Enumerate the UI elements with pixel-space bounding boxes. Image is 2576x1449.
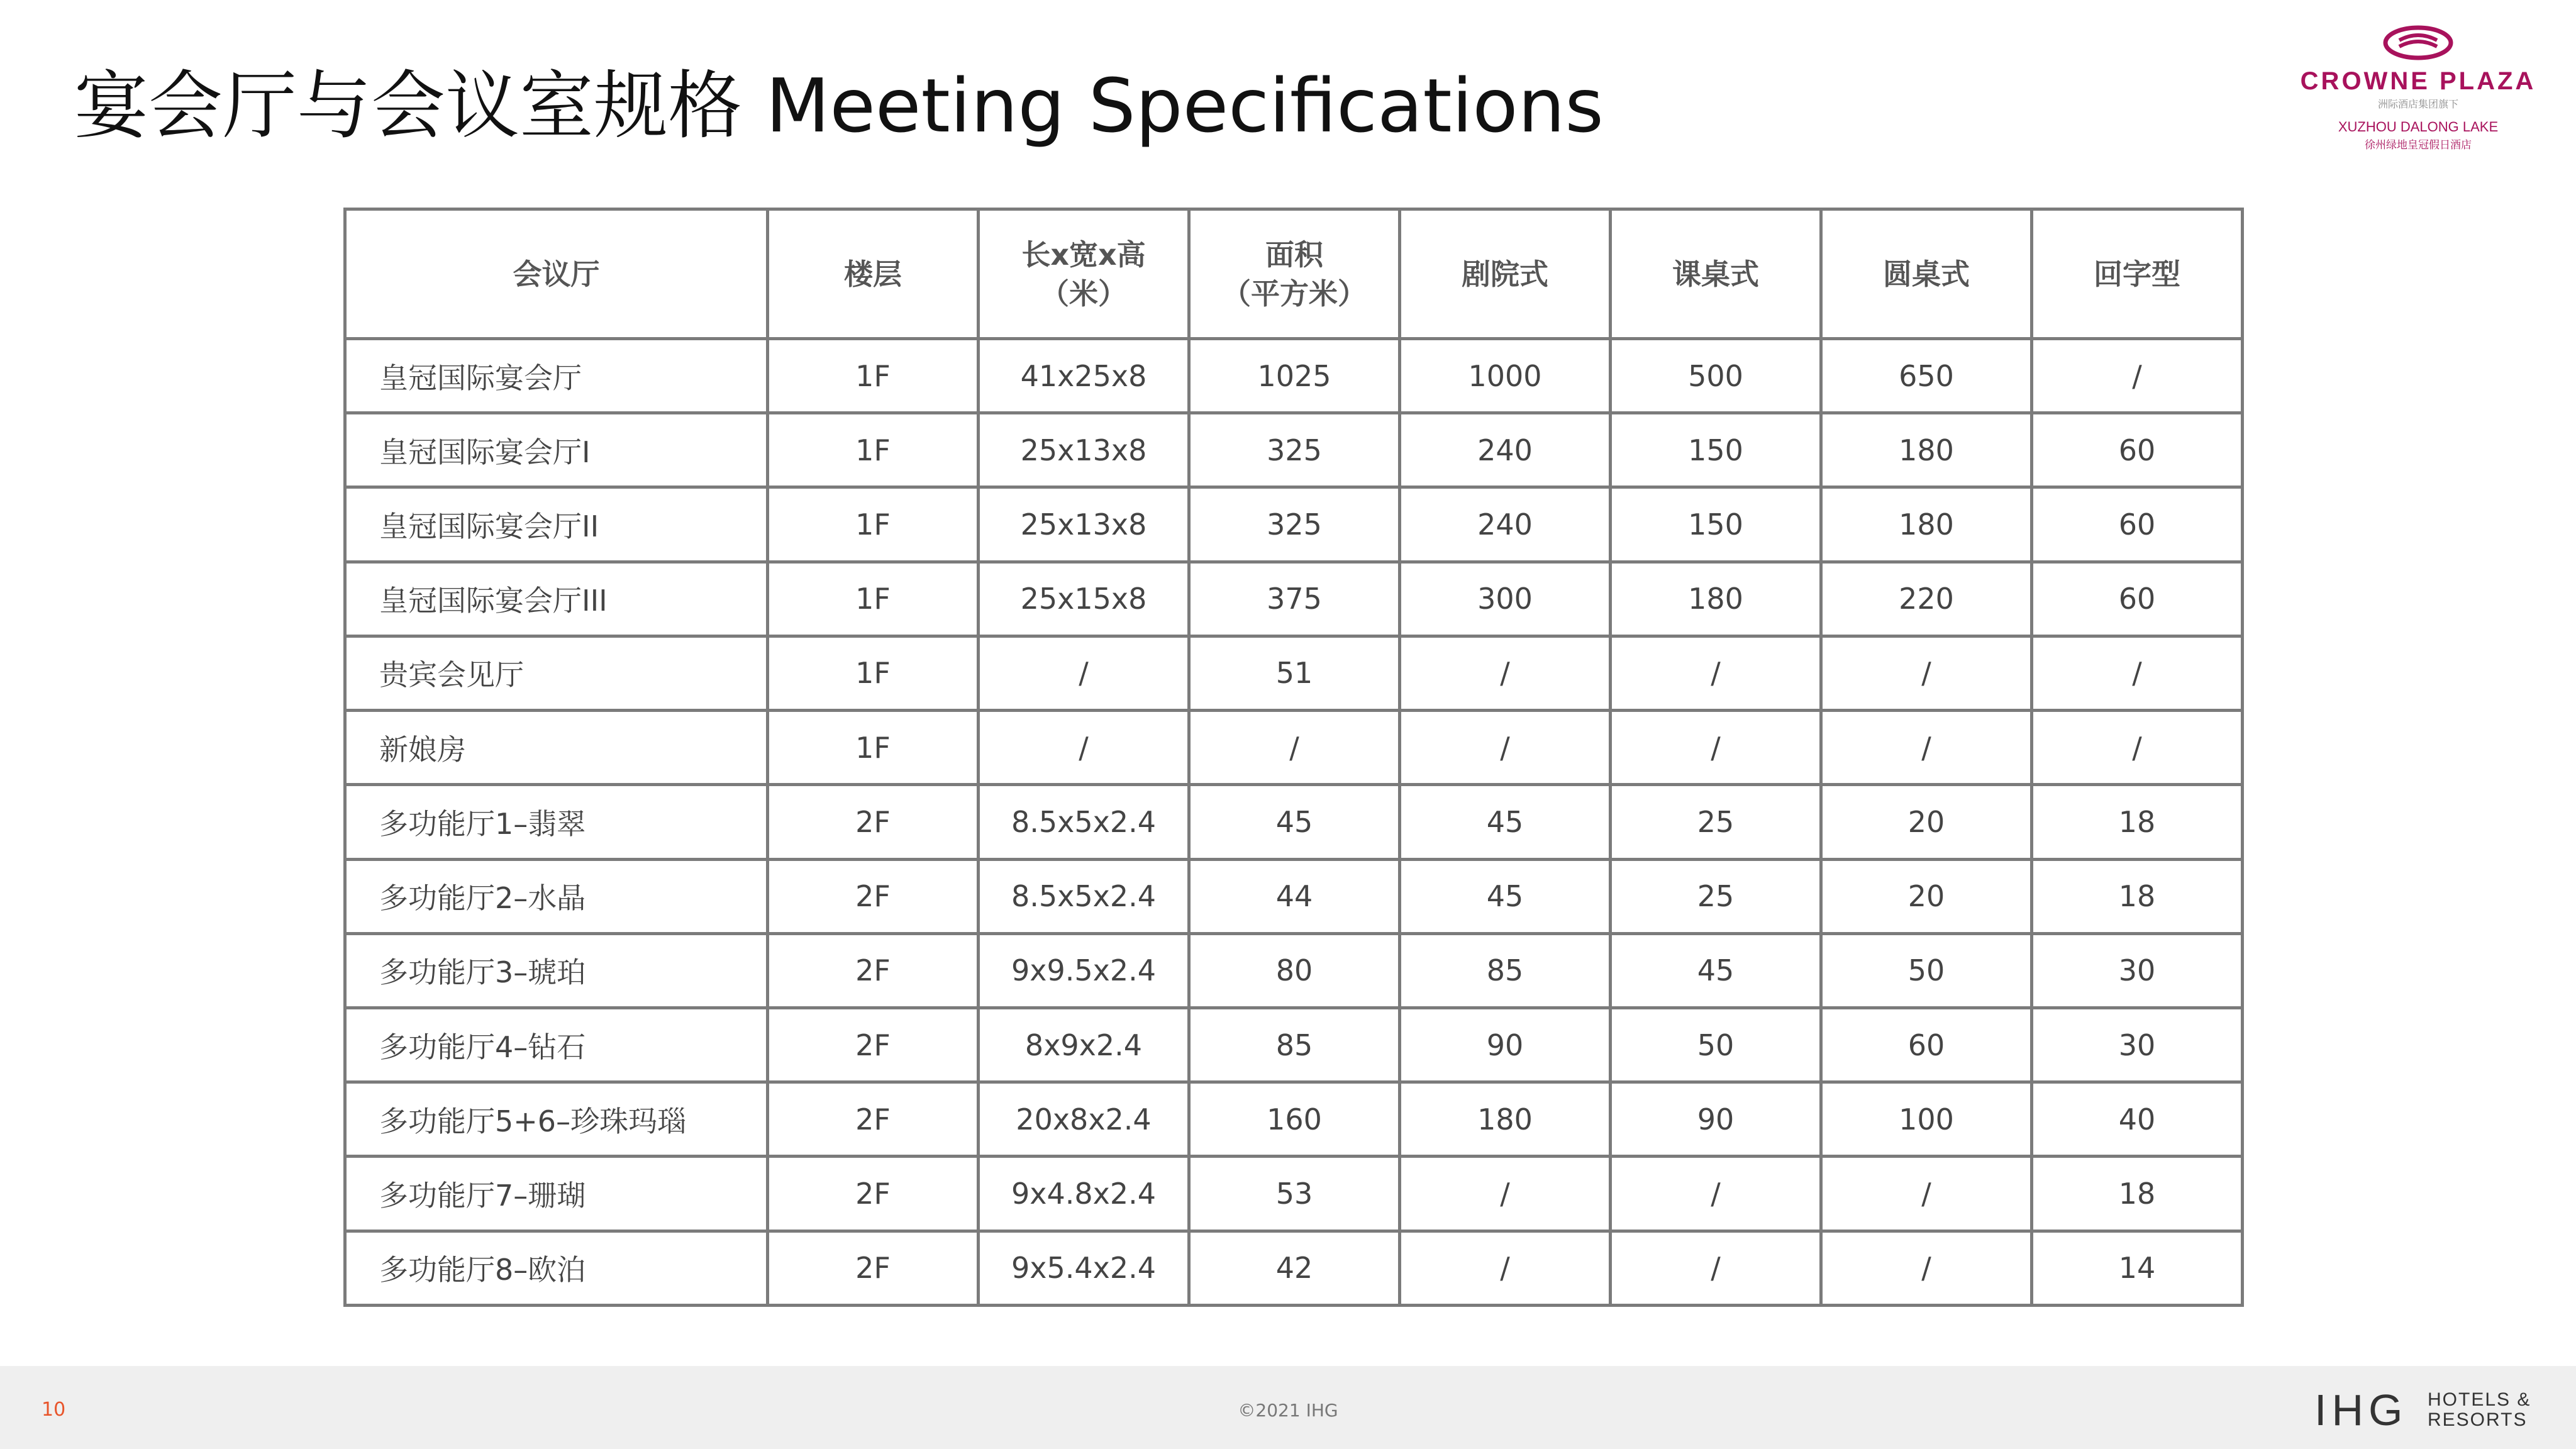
room-name-cell: 皇冠国际宴会厅II: [345, 487, 768, 562]
table-row: [345, 1157, 2243, 1231]
table-row: [345, 413, 2243, 487]
table-cell: 2F: [768, 1082, 979, 1157]
table-cell: /: [1611, 711, 1821, 785]
table-cell: 9x4.8x2.4: [979, 1157, 1189, 1231]
table-row: [345, 1008, 2243, 1082]
table-cell: 14: [2032, 1231, 2243, 1305]
table-cell: 30: [2032, 1008, 2243, 1082]
table-cell: 20: [1821, 785, 2032, 859]
table-cell: 90: [1400, 1008, 1611, 1082]
table-row: [345, 711, 2243, 785]
table-cell: 50: [1611, 1008, 1821, 1082]
location-cn: 徐州绿地皇冠假日酒店: [2365, 139, 2472, 151]
room-name-cell: 多功能厅7–珊瑚: [345, 1157, 768, 1231]
table-row: [345, 1231, 2243, 1305]
page-title: 宴会厅与会议室规格 Meeting Specifications: [74, 62, 1604, 149]
table-cell: 25x13x8: [979, 487, 1189, 562]
table-cell: /: [2032, 711, 2243, 785]
table-cell: /: [1611, 636, 1821, 710]
column-header: 面积 （平方米）: [1189, 209, 1400, 339]
table-cell: 160: [1189, 1082, 1400, 1157]
table-cell: 1F: [768, 636, 979, 710]
table-cell: 500: [1611, 339, 1821, 413]
table-cell: 25x15x8: [979, 562, 1189, 636]
table-cell: 20: [1821, 859, 2032, 933]
table-cell: 2F: [768, 933, 979, 1008]
table-cell: /: [1611, 1157, 1821, 1231]
table-cell: 2F: [768, 1008, 979, 1082]
room-name-cell: 多功能厅8–欧泊: [345, 1231, 768, 1305]
ihg-wordmark: IHG: [2314, 1385, 2408, 1435]
table-cell: 60: [2032, 562, 2243, 636]
table-cell: 20x8x2.4: [979, 1082, 1189, 1157]
table-cell: 300: [1400, 562, 1611, 636]
table-cell: 1F: [768, 711, 979, 785]
room-name-cell: 多功能厅3–琥珀: [345, 933, 768, 1008]
brand-subtitle: 洲际酒店集团旗下: [2377, 99, 2458, 110]
table-header-row: [345, 209, 2243, 339]
table-cell: /: [1821, 1231, 2032, 1305]
table-cell: /: [1400, 636, 1611, 710]
footer-bar: [0, 1366, 2576, 1449]
table-cell: 1025: [1189, 339, 1400, 413]
table-cell: 8x9x2.4: [979, 1008, 1189, 1082]
room-name-cell: 多功能厅5+6–珍珠玛瑙: [345, 1082, 768, 1157]
column-header: 剧院式: [1400, 209, 1611, 339]
table-cell: 8.5x5x2.4: [979, 785, 1189, 859]
column-header: 会议厅: [345, 209, 768, 339]
table-cell: 180: [1821, 413, 2032, 487]
table-cell: 44: [1189, 859, 1400, 933]
table-cell: 240: [1400, 487, 1611, 562]
table-cell: 85: [1400, 933, 1611, 1008]
table-cell: 45: [1400, 785, 1611, 859]
room-name-cell: 皇冠国际宴会厅III: [345, 562, 768, 636]
table-cell: 2F: [768, 1157, 979, 1231]
ihg-logo: [2314, 1385, 2541, 1435]
table-cell: 40: [2032, 1082, 2243, 1157]
table-cell: 1000: [1400, 339, 1611, 413]
table-cell: 90: [1611, 1082, 1821, 1157]
meeting-specs-table: [343, 208, 2244, 1307]
table-cell: /: [1821, 636, 2032, 710]
table-cell: 180: [1821, 487, 2032, 562]
table-cell: 375: [1189, 562, 1400, 636]
table-body: [345, 339, 2243, 1306]
room-name-cell: 皇冠国际宴会厅: [345, 339, 768, 413]
table-cell: 41x25x8: [979, 339, 1189, 413]
table-row: [345, 339, 2243, 413]
table-cell: 51: [1189, 636, 1400, 710]
table-cell: 8.5x5x2.4: [979, 859, 1189, 933]
room-name-cell: 皇冠国际宴会厅I: [345, 413, 768, 487]
table-cell: 45: [1611, 933, 1821, 1008]
table-cell: 650: [1821, 339, 2032, 413]
table-cell: 30: [2032, 933, 2243, 1008]
copyright: ©2021 IHG: [1238, 1400, 1338, 1421]
table-cell: 150: [1611, 413, 1821, 487]
table-cell: 180: [1400, 1082, 1611, 1157]
brand-name: CROWNE PLAZA: [2300, 67, 2536, 95]
table-cell: 53: [1189, 1157, 1400, 1231]
table-cell: 9x9.5x2.4: [979, 933, 1189, 1008]
table-cell: /: [1189, 711, 1400, 785]
table-cell: 85: [1189, 1008, 1400, 1082]
table-cell: 25: [1611, 785, 1821, 859]
table-cell: 2F: [768, 859, 979, 933]
room-name-cell: 贵宾会见厅: [345, 636, 768, 710]
table-cell: /: [1400, 1157, 1611, 1231]
table-cell: 100: [1821, 1082, 2032, 1157]
table-row: [345, 487, 2243, 562]
table-cell: 1F: [768, 562, 979, 636]
room-name-cell: 多功能厅2–水晶: [345, 859, 768, 933]
table-cell: /: [1400, 1231, 1611, 1305]
location-en: XUZHOU DALONG LAKE: [2338, 119, 2499, 135]
table-cell: 50: [1821, 933, 2032, 1008]
column-header: 圆桌式: [1821, 209, 2032, 339]
column-header: 楼层: [768, 209, 979, 339]
room-name-cell: 多功能厅4–钻石: [345, 1008, 768, 1082]
table-cell: /: [2032, 339, 2243, 413]
table-cell: 42: [1189, 1231, 1400, 1305]
table-cell: 18: [2032, 859, 2243, 933]
crowne-plaza-emblem-icon: [2380, 24, 2456, 62]
table-cell: 240: [1400, 413, 1611, 487]
table-cell: /: [979, 711, 1189, 785]
table-cell: 18: [2032, 1157, 2243, 1231]
column-header: 回字型: [2032, 209, 2243, 339]
table-cell: 9x5.4x2.4: [979, 1231, 1189, 1305]
column-header: 课桌式: [1611, 209, 1821, 339]
table-cell: /: [1821, 1157, 2032, 1231]
table-cell: 220: [1821, 562, 2032, 636]
table-cell: /: [1611, 1231, 1821, 1305]
table-row: [345, 859, 2243, 933]
table-cell: 1F: [768, 339, 979, 413]
table-cell: 18: [2032, 785, 2243, 859]
column-header: 长x宽x高 （米）: [979, 209, 1189, 339]
table-cell: 60: [2032, 487, 2243, 562]
table-row: [345, 933, 2243, 1008]
table-row: [345, 785, 2243, 859]
room-name-cell: 新娘房: [345, 711, 768, 785]
table-cell: 80: [1189, 933, 1400, 1008]
table-cell: 60: [1821, 1008, 2032, 1082]
table-cell: 150: [1611, 487, 1821, 562]
table-cell: 325: [1189, 413, 1400, 487]
table-cell: 60: [2032, 413, 2243, 487]
table-row: [345, 636, 2243, 710]
table-cell: /: [1400, 711, 1611, 785]
table-cell: 25: [1611, 859, 1821, 933]
ihg-hotels-resorts: HOTELS & RESORTS: [2428, 1389, 2531, 1430]
table-cell: 25x13x8: [979, 413, 1189, 487]
table-cell: 1F: [768, 413, 979, 487]
table-cell: /: [2032, 636, 2243, 710]
table-cell: 180: [1611, 562, 1821, 636]
table-row: [345, 1082, 2243, 1157]
table-cell: 45: [1400, 859, 1611, 933]
table-cell: 45: [1189, 785, 1400, 859]
crowne-plaza-logo: [2229, 24, 2576, 162]
table-cell: /: [1821, 711, 2032, 785]
table-cell: 2F: [768, 785, 979, 859]
table-row: [345, 562, 2243, 636]
table-cell: 325: [1189, 487, 1400, 562]
page-number: 10: [42, 1399, 66, 1421]
table-cell: 2F: [768, 1231, 979, 1305]
table-cell: 1F: [768, 487, 979, 562]
room-name-cell: 多功能厅1–翡翠: [345, 785, 768, 859]
table-cell: /: [979, 636, 1189, 710]
